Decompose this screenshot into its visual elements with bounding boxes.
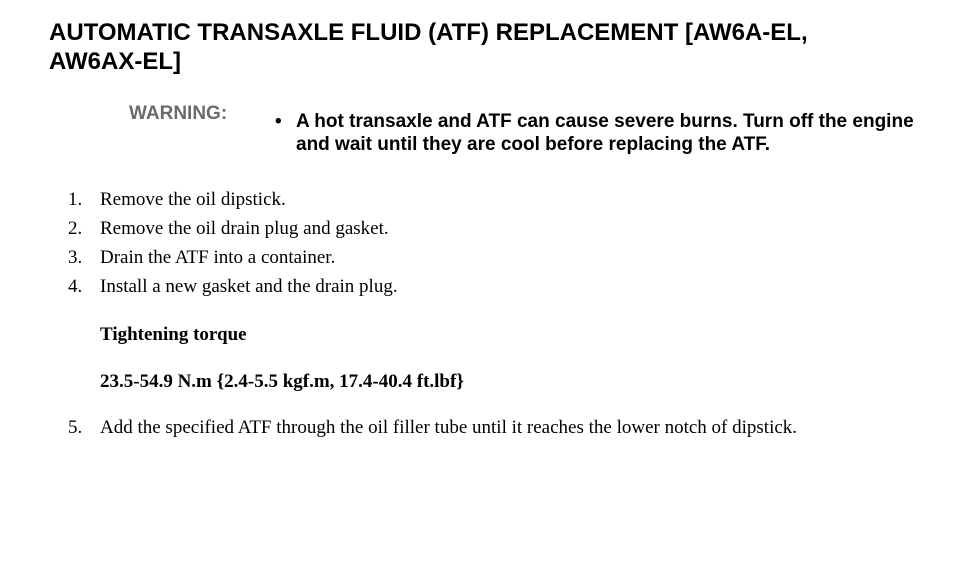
warning-text-line-2: and wait until they are cool before replacing the ATF. [296, 134, 771, 155]
step-text: Add the specified ATF through the oil filler tube until it reaches the lower notch of dipstick. [100, 417, 798, 438]
page-title-line-2: AW6AX-EL] [49, 48, 181, 75]
warning-label: WARNING: [129, 103, 228, 124]
step-text: Remove the oil drain plug and gasket. [100, 218, 389, 239]
step-number: 1. [68, 189, 83, 210]
step-number: 3. [68, 247, 83, 268]
step-number: 2. [68, 218, 83, 239]
step-number: 5. [68, 417, 83, 438]
torque-heading: Tightening torque [100, 324, 247, 345]
step-text: Remove the oil dipstick. [100, 189, 286, 210]
warning-text-line-1: A hot transaxle and ATF can cause severe burns. Turn off the engine [296, 111, 914, 132]
warning-bullet-icon: • [275, 111, 282, 132]
step-number: 4. [68, 276, 83, 297]
warning-text [296, 110, 979, 156]
step-text: Drain the ATF into a container. [100, 247, 336, 268]
page-title-line-1: AUTOMATIC TRANSAXLE FLUID (ATF) REPLACEMENT [AW6A-EL, [49, 19, 808, 46]
step-text: Install a new gasket and the drain plug. [100, 276, 398, 297]
page-title [49, 18, 949, 76]
torque-value: 23.5-54.9 N.m {2.4-5.5 kgf.m, 17.4-40.4 ft.lbf} [100, 371, 464, 392]
